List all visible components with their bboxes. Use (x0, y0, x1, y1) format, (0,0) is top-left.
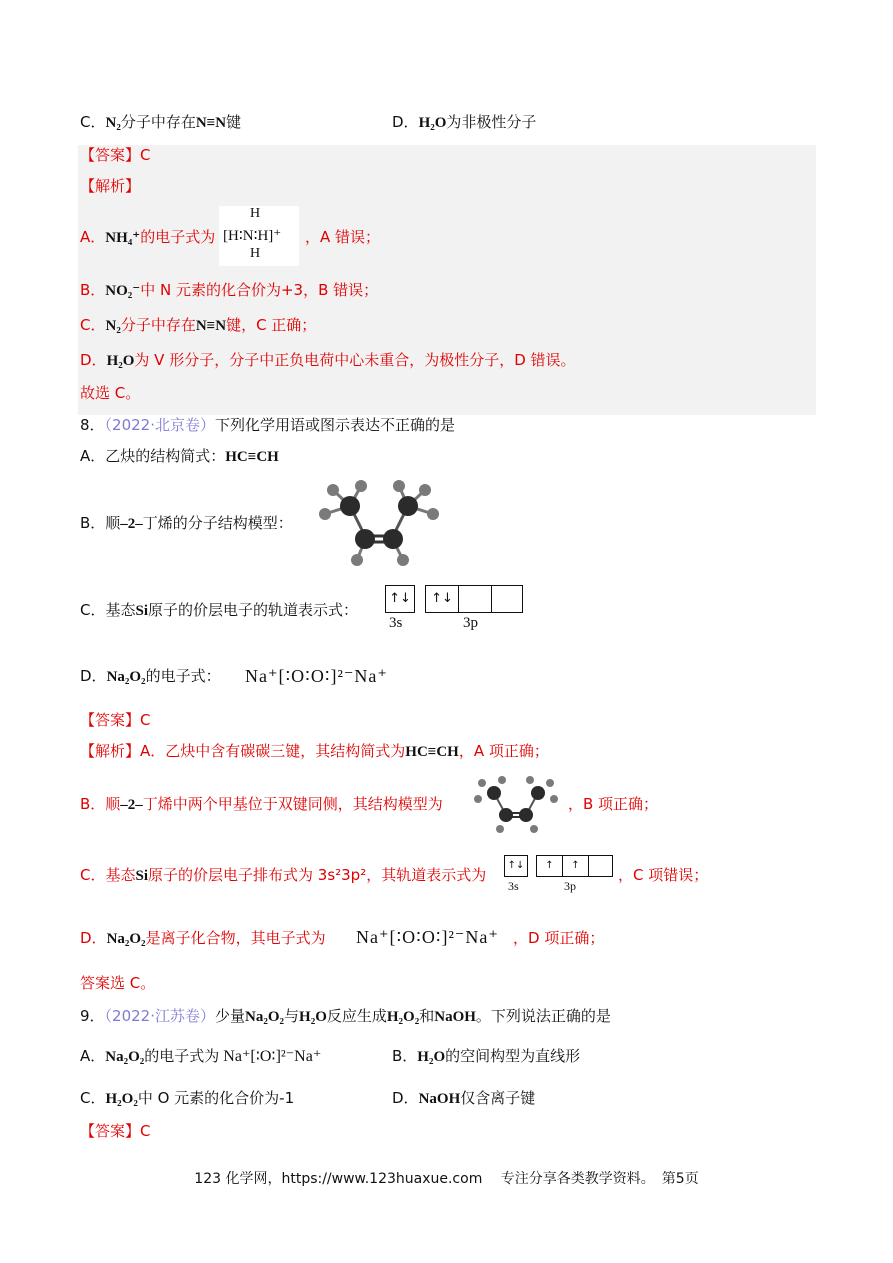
q9-option-d: D．NaOH仅含离子键 (392, 1089, 536, 1107)
q9-option-c: C．H₂O₂中 O 元素的化合价为-1 (80, 1089, 295, 1107)
q7-analysis-c: C．N₂分子中存在N≡N键，C 正确； (80, 316, 317, 334)
q8-analysis-d: D．Na₂O₂是离子化合物，其电子式为 (80, 929, 326, 947)
cis-butene-model (315, 478, 445, 570)
q8-analysis-b-end: ，B 项正确； (568, 795, 659, 813)
q7-analysis-d: D．H₂O为 V 形分子，分子中正负电荷中心未重合，为极性分子，D 错误。 (80, 351, 576, 369)
ammonium-electron-formula: H [H∶N∶H]⁺ H (219, 206, 299, 266)
q9-stem: 9．（2022·江苏卷）少量Na₂O₂与H₂O反应生成H₂O₂和NaOH。下列说法正确的是 (80, 1007, 611, 1025)
q8-analysis-b: B．顺–2–丁烯中两个甲基位于双键同侧，其结构模型为 (80, 795, 443, 813)
q7-option-d: D．H₂O为非极性分子 (392, 113, 537, 131)
q8-option-b: B．顺–2–丁烯的分子结构模型： (80, 514, 293, 532)
q8-analysis-c: C．基态Si原子的价层电子排布式为 3s²3p²，其轨道表示式为 (80, 866, 487, 884)
q8-analysis-d-end: ，D 项正确； (513, 929, 605, 947)
q9-option-b: B．H₂O的空间构型为直线形 (392, 1047, 581, 1065)
orbital-3p-boxes: ↑↓ (425, 585, 523, 613)
si-orbital-diagram: ↑↓ ↑↓ 3s 3p (385, 582, 525, 638)
q8-analysis-a: 【解析】A．乙炔中含有碳碳三键，其结构简式为HC≡CH，A 项正确； (80, 742, 549, 760)
q8-stem: 8．（2022·北京卷）下列化学用语或图示表达不正确的是 (80, 416, 456, 434)
q7-analysis-label: 【解析】 (80, 177, 141, 195)
si-orbital-diagram-small: ↑↓ ↑ ↑ 3s 3p (504, 855, 614, 899)
q7-analysis-a: A．NH₄⁺的电子式为 (80, 228, 216, 246)
q9-option-a: A．Na₂O₂的电子式为 Na⁺[∶O∶]²⁻Na⁺ (80, 1047, 322, 1065)
q8-option-a: A．乙炔的结构简式：HC≡CH (80, 447, 279, 465)
q8-option-c: C．基态Si原子的价层电子的轨道表示式： (80, 601, 359, 619)
orbital-3s-box: ↑↓ (385, 585, 415, 613)
q7-conclusion: 故选 C。 (80, 384, 141, 402)
q7-option-c: C．N₂分子中存在N≡N键 (80, 113, 242, 131)
q7-analysis-b: B．NO₂⁻中 N 元素的化合价为+3，B 错误； (80, 281, 379, 299)
cis-butene-model-small (472, 775, 560, 833)
q8-analysis-d-electron-formula: Na⁺[∶O∶O∶]²⁻Na⁺ (356, 927, 499, 947)
q7-analysis-a-end: ，A 错误； (305, 228, 381, 246)
page-footer: 123 化学网，https://www.123huaxue.com 专注分享各类教学资料。 第5页 (194, 1171, 699, 1187)
q9-answer: 【答案】C (80, 1122, 151, 1140)
q8-d-electron-formula: Na⁺[∶O∶O∶]²⁻Na⁺ (245, 666, 388, 686)
q8-conclusion: 答案选 C。 (80, 974, 156, 992)
q8-answer: 【答案】C (80, 711, 151, 729)
q7-answer: 【答案】C (80, 146, 151, 164)
q8-option-d: D．Na₂O₂的电子式： (80, 667, 221, 685)
q8-analysis-c-end: ，C 项错误； (618, 866, 709, 884)
